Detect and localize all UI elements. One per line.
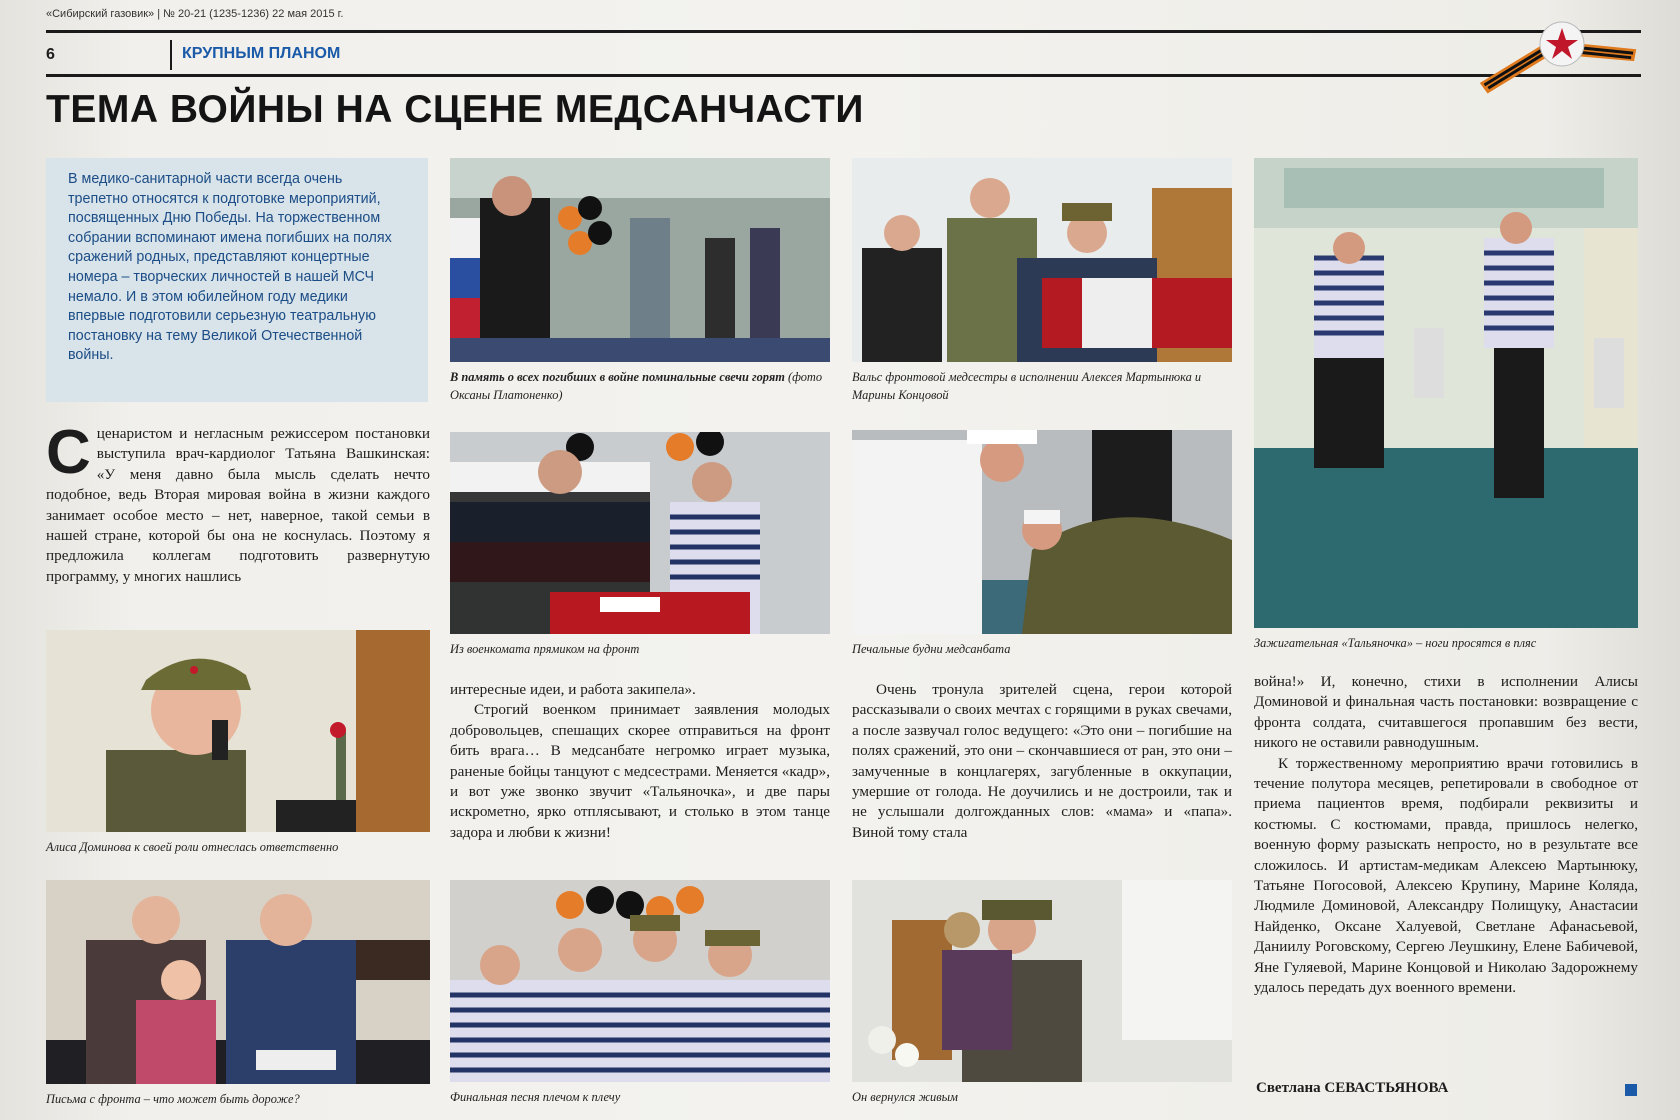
author-byline: Светлана СЕВАСТЬЯНОВА [1256, 1080, 1449, 1096]
body-column-2 [450, 680, 830, 856]
section-title: КРУПНЫМ ПЛАНОМ [182, 45, 341, 62]
body-col2-p1: интересные идеи, и работа закипела». [450, 681, 696, 698]
caption-candles-bold: В память о всех погибших в войне поминальные свечи горят [450, 370, 785, 384]
caption-enlist: Из военкомата прямиком на фронт [450, 642, 640, 656]
photo-waltz [852, 158, 1232, 362]
body-col1-text: ценаристом и негласным режиссером постановки выступила врач-кардиолог Татьяна Вашкинская: «У меня давно была мысль сделать нечто подобное, ведь Вторая мировая война в жизни каждого занимает особое место – нет, наверное, такой семьи в нашей стране, которой бы она не коснулась. Поэтому я предложила коллегам подготовить развернутую программу, у многих нашлись [46, 425, 430, 585]
photo-returned [852, 880, 1232, 1082]
header-rule [46, 74, 1641, 77]
caption-candles [450, 368, 830, 404]
caption-alisa: Алиса Доминова к своей роли отнеслась ответственно [46, 840, 339, 854]
photo-final-song [450, 880, 830, 1082]
caption-final-song: Финальная песня плечом к плечу [450, 1090, 621, 1104]
masthead: «Сибирский газовик» | № 20-21 (1235-1236) 22 мая 2015 г. [46, 8, 344, 20]
lead-paragraph: В медико-санитарной части всегда очень трепетно относятся к подготовке мероприятий, посвященных Дню Победы. На торжественном собрании вспоминают имена погибших на полях сражений родных, представляют концертные номера – творческих личностей в нашей МСЧ немало. И в этом юбилейном году медики впервые подготовили серьезную театральную постановку на тему Великой Отечественной войны. [46, 158, 428, 402]
caption-candles-credit: (фото Оксаны Платоненко) [450, 370, 823, 402]
caption-dance: Зажигательная «Тальяночка» – ноги просятся в пляс [1254, 636, 1537, 650]
caption-letters: Письма с фронта – что может быть дороже? [46, 1092, 300, 1106]
photo-enlist [450, 432, 830, 634]
body-col4-p1: война!» И, конечно, стихи в исполнении Алисы Доминовой и финальная часть постановки: возвращение с фронта солдата, считавшегося пропавшим без вести, никого не оставили равнодушным. [1254, 673, 1638, 752]
body-col4-p2: К торжественному мероприятию врачи готовились в течение полутора месяцев, репетировали в свободное от приема пациентов время, подбирали реквизиты и костюмы. С костюмами, правда, пришлось нелегко, военную форму разыскать непросто, но в результате все сложилось. И артистам-медикам Алексею Мартынюку, Татьяне Погосовой, Алексею Крупину, Марине Коляда, Людмиле Доминовой, Александру Полищуку, Анастасии Найденко, Оксане Халуевой, Светлане Афанасьевой, Даниилу Роговскому, Сергею Леушкину, Елене Бабичевой, Яне Гуляевой, Марине Концовой и Николаю Задорожнему удалось передать дух военного времени. [1254, 754, 1638, 997]
photo-dance [1254, 158, 1638, 628]
st-george-ribbon-icon [1470, 14, 1640, 94]
end-of-article-mark [1625, 1084, 1637, 1096]
body-column-3 [852, 680, 1232, 856]
photo-letters [46, 880, 430, 1084]
caption-waltz: Вальс фронтовой медсестры в исполнении Алексея Мартынюка и Марины Концовой [852, 370, 1202, 402]
page-number: 6 [46, 46, 55, 63]
body-col3-p1: Очень тронула зрителей сцена, герои которой рассказывали о своих мечтах с горящими в руках свечами, а после зазвучал голос ведущего: «Это они – погибшие на полях сражений, это они – скончавшиеся от ран, это они – замученные в концлагерях, загубленные в оккупации, умершие от голода. Не доучились и не достроили, так и не услышали долгожданных слов: «мама» и «папа». Виной тому стала [852, 681, 1232, 841]
photo-candles [450, 158, 830, 362]
body-column-1 [46, 418, 430, 610]
drop-cap: С [46, 418, 91, 487]
caption-medsanbat: Печальные будни медсанбата [852, 642, 1011, 656]
body-column-4 [1254, 672, 1638, 1068]
headline: ТЕМА ВОЙНЫ НА СЦЕНЕ МЕДСАНЧАСТИ [46, 88, 864, 131]
body-col2-p2: Строгий военком принимает заявления молодых добровольцев, спешащих скорее отправиться на фронт бить врага… В медсанбате негромко играет музыка, раненые бойцы танцуют с медсестрами. Меняется «кадр», и вот уже звонко звучит «Тальяночка», и две пары искрометно, ярко отплясывают, и столько в этом танце задора и любви к жизни! [450, 701, 830, 841]
caption-returned: Он вернулся живым [852, 1090, 958, 1104]
section-divider [170, 40, 172, 70]
top-rule [46, 30, 1641, 33]
photo-alisa [46, 630, 430, 832]
photo-medsanbat [852, 430, 1232, 634]
